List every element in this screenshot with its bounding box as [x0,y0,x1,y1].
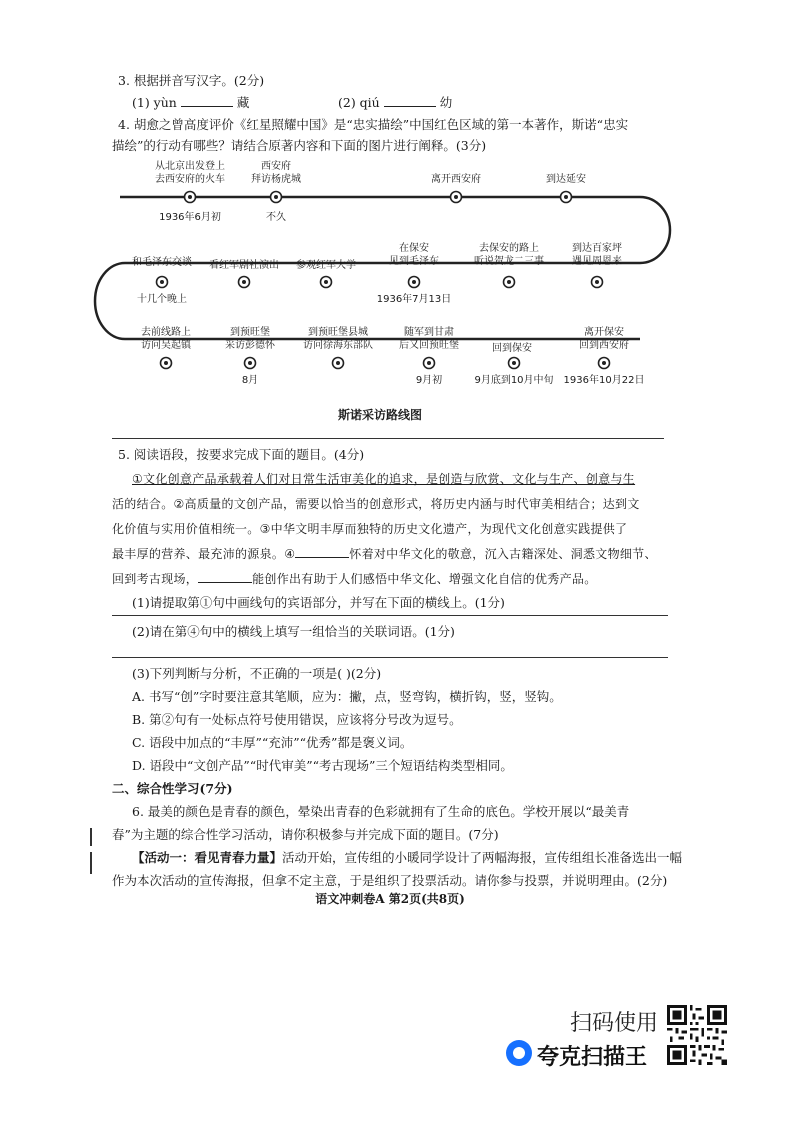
q4-answer-line[interactable] [112,438,664,439]
route-stop-date: 9月底到10月中旬 [474,375,554,386]
q5-passage-text: 能创作出有助于人们感悟中华文化、增强文化自信的优秀产品。 [252,572,597,586]
route-stop-label: 到预旺堡 采访彭德怀 [225,327,275,351]
route-stop-label: 随军到甘肃 后又回预旺堡 [399,327,459,351]
q5-option-b: B. 第②句有一处标点符号使用错误，应该将分号改为逗号。 [132,712,462,727]
route-stop-label: 到预旺堡县城 访问徐海东部队 [303,327,373,351]
route-stop-label: 西安府 拜访杨虎城 [251,161,301,185]
route-stop-label: 看红军剧社演出 [209,260,279,271]
route-stop-label: 离开保安 回到西安府 [579,327,629,351]
q5-passage-text: 回到考古现场， [112,572,199,586]
q5-blank-2[interactable] [198,570,252,583]
route-stop-label: 离开西安府 [431,174,481,185]
brand-name: 夸克扫描王 [537,1045,648,1070]
q3-stem: 3. 根据拼音写汉字。(2分) [118,73,265,88]
margin-mark [90,828,92,846]
route-stop-label: 去保安的路上 听说贺龙二三事 [474,243,544,267]
route-stop-label: 参观红军大学 [296,260,356,271]
route-stop-label: 去前线路上 访问吴起镇 [141,327,191,351]
route-stop-label: 回到保安 [492,343,532,354]
q4-line1: 4. 胡愈之曾高度评价《红星照耀中国》是“忠实描绘”中国红色区域的第一本著作，斯诺“忠实 [118,117,629,132]
q5-passage-line [132,470,635,488]
q5-passage-line: 活的结合。②高质量的文创产品，需要以恰当的创意形式，将历史内涵与时代审美相结合；达到文 [112,497,640,511]
brand-logo-icon [506,1040,532,1066]
q5-sub2-answer-line[interactable] [112,657,668,658]
q3-item1-char: 藏 [236,95,250,110]
route-stop-label: 到达百家坪 遇见周恩来 [572,243,622,267]
q3-item2-char: 幼 [439,95,453,110]
route-stop-label: 在保安 见到毛泽东 [389,243,439,267]
route-stop-date: 9月初 [415,375,443,386]
activity1-title: 【活动一：看见青春力量】 [132,850,283,865]
q3-item1-pinyin: (1) yùn [132,95,177,110]
q5-passage-text: 最丰厚的营养、最充沛的源泉。④ [112,547,296,561]
activity1-line1 [132,849,682,867]
page-footer: 语文冲刺卷A 第2页(共8页) [315,892,465,906]
scan-label: 扫码使用 [570,1011,659,1036]
q5-option-c: C. 语段中加点的“丰厚”“充沛”“优秀”都是褒义词。 [132,735,413,750]
q5-sub3: (3)下列判断与分析，不正确的一项是( )(2分) [132,666,382,681]
q5-sub2: (2)请在第④句中的横线上填写一组恰当的关联词语。(1分) [132,624,455,639]
activity1-line2: 作为本次活动的宣传海报，但拿不定主意，于是组织了投票活动。请你参与投票，并说明理由。(2分) [112,873,668,888]
q5-stem: 5. 阅读语段，按要求完成下面的题目。(4分) [118,447,365,462]
route-stop-date: 1936年7月13日 [376,294,452,305]
q3-item2-pinyin: (2) qiú [338,95,380,110]
route-stop-label: 从北京出发登上 去西安府的火车 [155,161,225,185]
q6-line1: 6. 最美的颜色是青春的颜色，晕染出青春的色彩就拥有了生命的底色。学校开展以“最美青 [132,804,630,819]
q5-sub1: (1)请提取第①句中画线句的宾语部分，并写在下面的横线上。(1分) [132,595,505,610]
q5-passage-line [112,545,657,563]
activity1-text: 活动开始，宣传组的小暖同学设计了两幅海报，宣传组组长准备选出一幅 [282,850,683,865]
route-stop-date: 十几个晚上 [137,294,187,305]
route-stop-date: 1936年6月初 [159,212,221,223]
section-heading: 二、综合性学习(7分) [112,781,233,796]
q5-sub1-answer-line[interactable] [112,615,668,616]
q5-option-a: A. 书写“创”字时要注意其笔顺，应为：撇，点，竖弯钩，横折钩，竖，竖钩。 [132,689,562,704]
route-stop-date: 8月 [241,375,259,386]
route-stop-date: 1936年10月22日 [563,375,645,386]
route-stop-label: 和毛泽东交谈 [132,257,192,268]
q5-blank-1[interactable] [295,545,349,558]
route-map-title: 斯诺采访路线图 [337,408,423,422]
q5-passage-text: 怀着对中华文化的敬意，沉入古籍深处、洞悉文物细节、 [349,547,657,561]
q5-option-d: D. 语段中“文创产品”“时代审美”“考古现场”三个短语结构类型相同。 [132,758,513,773]
q4-line2: 描绘”的行动有哪些？请结合原著内容和下面的图片进行阐释。(3分) [112,138,487,153]
route-stop-date: 不久 [266,212,286,223]
qr-code-icon[interactable] [667,1005,727,1065]
q5-passage-line: 化价值与实用价值相统一。③中华文明丰厚而独特的历史文化遗产，为现代文化创意实践提供了 [112,522,628,536]
route-map-stops [0,0,794,430]
q5-underlined-sentence: ①文化创意产品承载着人们对日常生活审美化的追求，是创造与欣赏、文化与生产、创意与生 [132,472,636,486]
q5-passage-line [112,570,597,588]
route-stop-label: 到达延安 [546,174,586,185]
margin-mark [90,852,92,874]
q6-line2: 春”为主题的综合性学习活动，请你积极参与并完成下面的题目。(7分) [112,827,499,842]
